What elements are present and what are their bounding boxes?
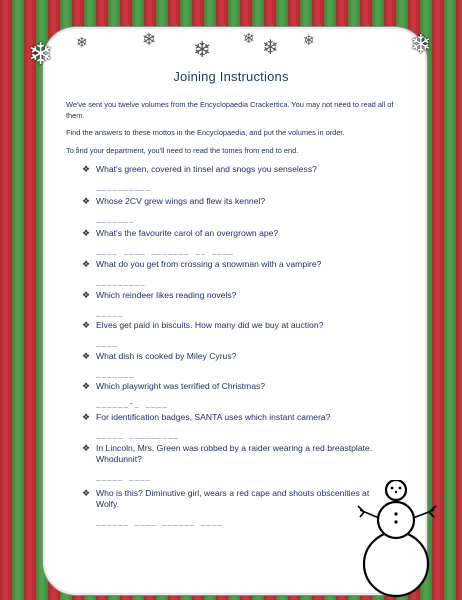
- diamond-bullet-icon: ❖: [82, 412, 91, 422]
- question-text: Whose 2CV grew wings and flew its kennel?: [96, 196, 266, 206]
- answer-blank: __________: [96, 182, 152, 191]
- snowflake-icon: ❄: [410, 30, 432, 60]
- snowflake-icon: ❄: [142, 30, 157, 50]
- diamond-bullet-icon: ❖: [82, 164, 91, 174]
- intro-paragraph: To find your department, you'll need to read the tomes from end to end.: [66, 146, 299, 155]
- diamond-bullet-icon: ❖: [82, 320, 91, 330]
- question-item: [82, 412, 382, 440]
- snowflake-icon: ❄: [303, 33, 315, 49]
- question-text: Who is this? Diminutive girl, wears a red cape and shouts obscenities at Wolfy.: [96, 488, 370, 509]
- intro-paragraph: We've sent you twelve volumes from the Encyclopaedia Crackertica. You may not need to read all of them.: [66, 100, 394, 120]
- question-item: [82, 351, 382, 379]
- question-text: Which reindeer likes reading novels?: [96, 290, 237, 300]
- answer-blank: ____: [96, 338, 119, 347]
- question-text: What's green, covered in tinsel and snogs you senseless?: [96, 164, 317, 174]
- question-text: What do you get from crossing a snowman with a vampire?: [96, 259, 322, 269]
- diamond-bullet-icon: ❖: [82, 351, 91, 361]
- snowflake-icon: ❄: [76, 35, 88, 51]
- answer-blank: _____ ____: [96, 472, 152, 481]
- diamond-bullet-icon: ❖: [82, 443, 91, 453]
- question-item: [82, 259, 382, 287]
- question-text: Elves get paid in biscuits. How many did we buy at auction?: [96, 320, 324, 330]
- question-item: [82, 488, 382, 527]
- question-item: [82, 290, 382, 318]
- question-text: Which playwright was terrified of Christmas?: [96, 381, 266, 391]
- question-item: [82, 320, 382, 348]
- answer-blank: _____ _________: [96, 430, 179, 439]
- answer-blank: _______: [96, 369, 135, 378]
- question-item: [82, 196, 382, 224]
- answer-blank: _________: [96, 277, 146, 286]
- diamond-bullet-icon: ❖: [82, 488, 91, 498]
- question-item: [82, 381, 382, 409]
- question-text: What dish is cooked by Miley Cyrus?: [96, 351, 237, 361]
- answer-blank: ____ ____ _______ __ ____: [96, 246, 234, 255]
- page-title: Joining Instructions: [173, 69, 289, 84]
- diamond-bullet-icon: ❖: [82, 381, 91, 391]
- snowman-illustration: [354, 480, 444, 600]
- diamond-bullet-icon: ❖: [82, 290, 91, 300]
- snowflake-icon: ❄: [193, 38, 212, 63]
- answer-blank: ______ ____ ______ ____: [96, 517, 223, 526]
- question-text: In Lincoln, Mrs. Green was robbed by a raider wearing a red breastplate. Whodunnit?: [96, 443, 373, 464]
- diamond-bullet-icon: ❖: [82, 259, 91, 269]
- question-item: [82, 164, 382, 192]
- answer-blank: _____: [96, 308, 124, 317]
- diamond-bullet-icon: ❖: [82, 196, 91, 206]
- snowflake-icon: ❄: [262, 35, 279, 59]
- snowflake-icon: ❄: [243, 31, 255, 47]
- snowflake-icon: ❄: [28, 37, 54, 72]
- question-text: For identification badges, SANTA uses which instant camera?: [96, 412, 331, 422]
- diamond-bullet-icon: ❖: [82, 228, 91, 238]
- question-item: [82, 228, 382, 256]
- question-text: What's the favourite carol of an overgrown ape?: [96, 228, 279, 238]
- question-item: [82, 443, 382, 482]
- intro-paragraph: Find the answers to these mottos in the Encyclopaedia, and put the volumes in order.: [66, 128, 345, 137]
- answer-blank: ______-_ ____: [96, 399, 168, 408]
- answer-blank: _______: [96, 214, 135, 223]
